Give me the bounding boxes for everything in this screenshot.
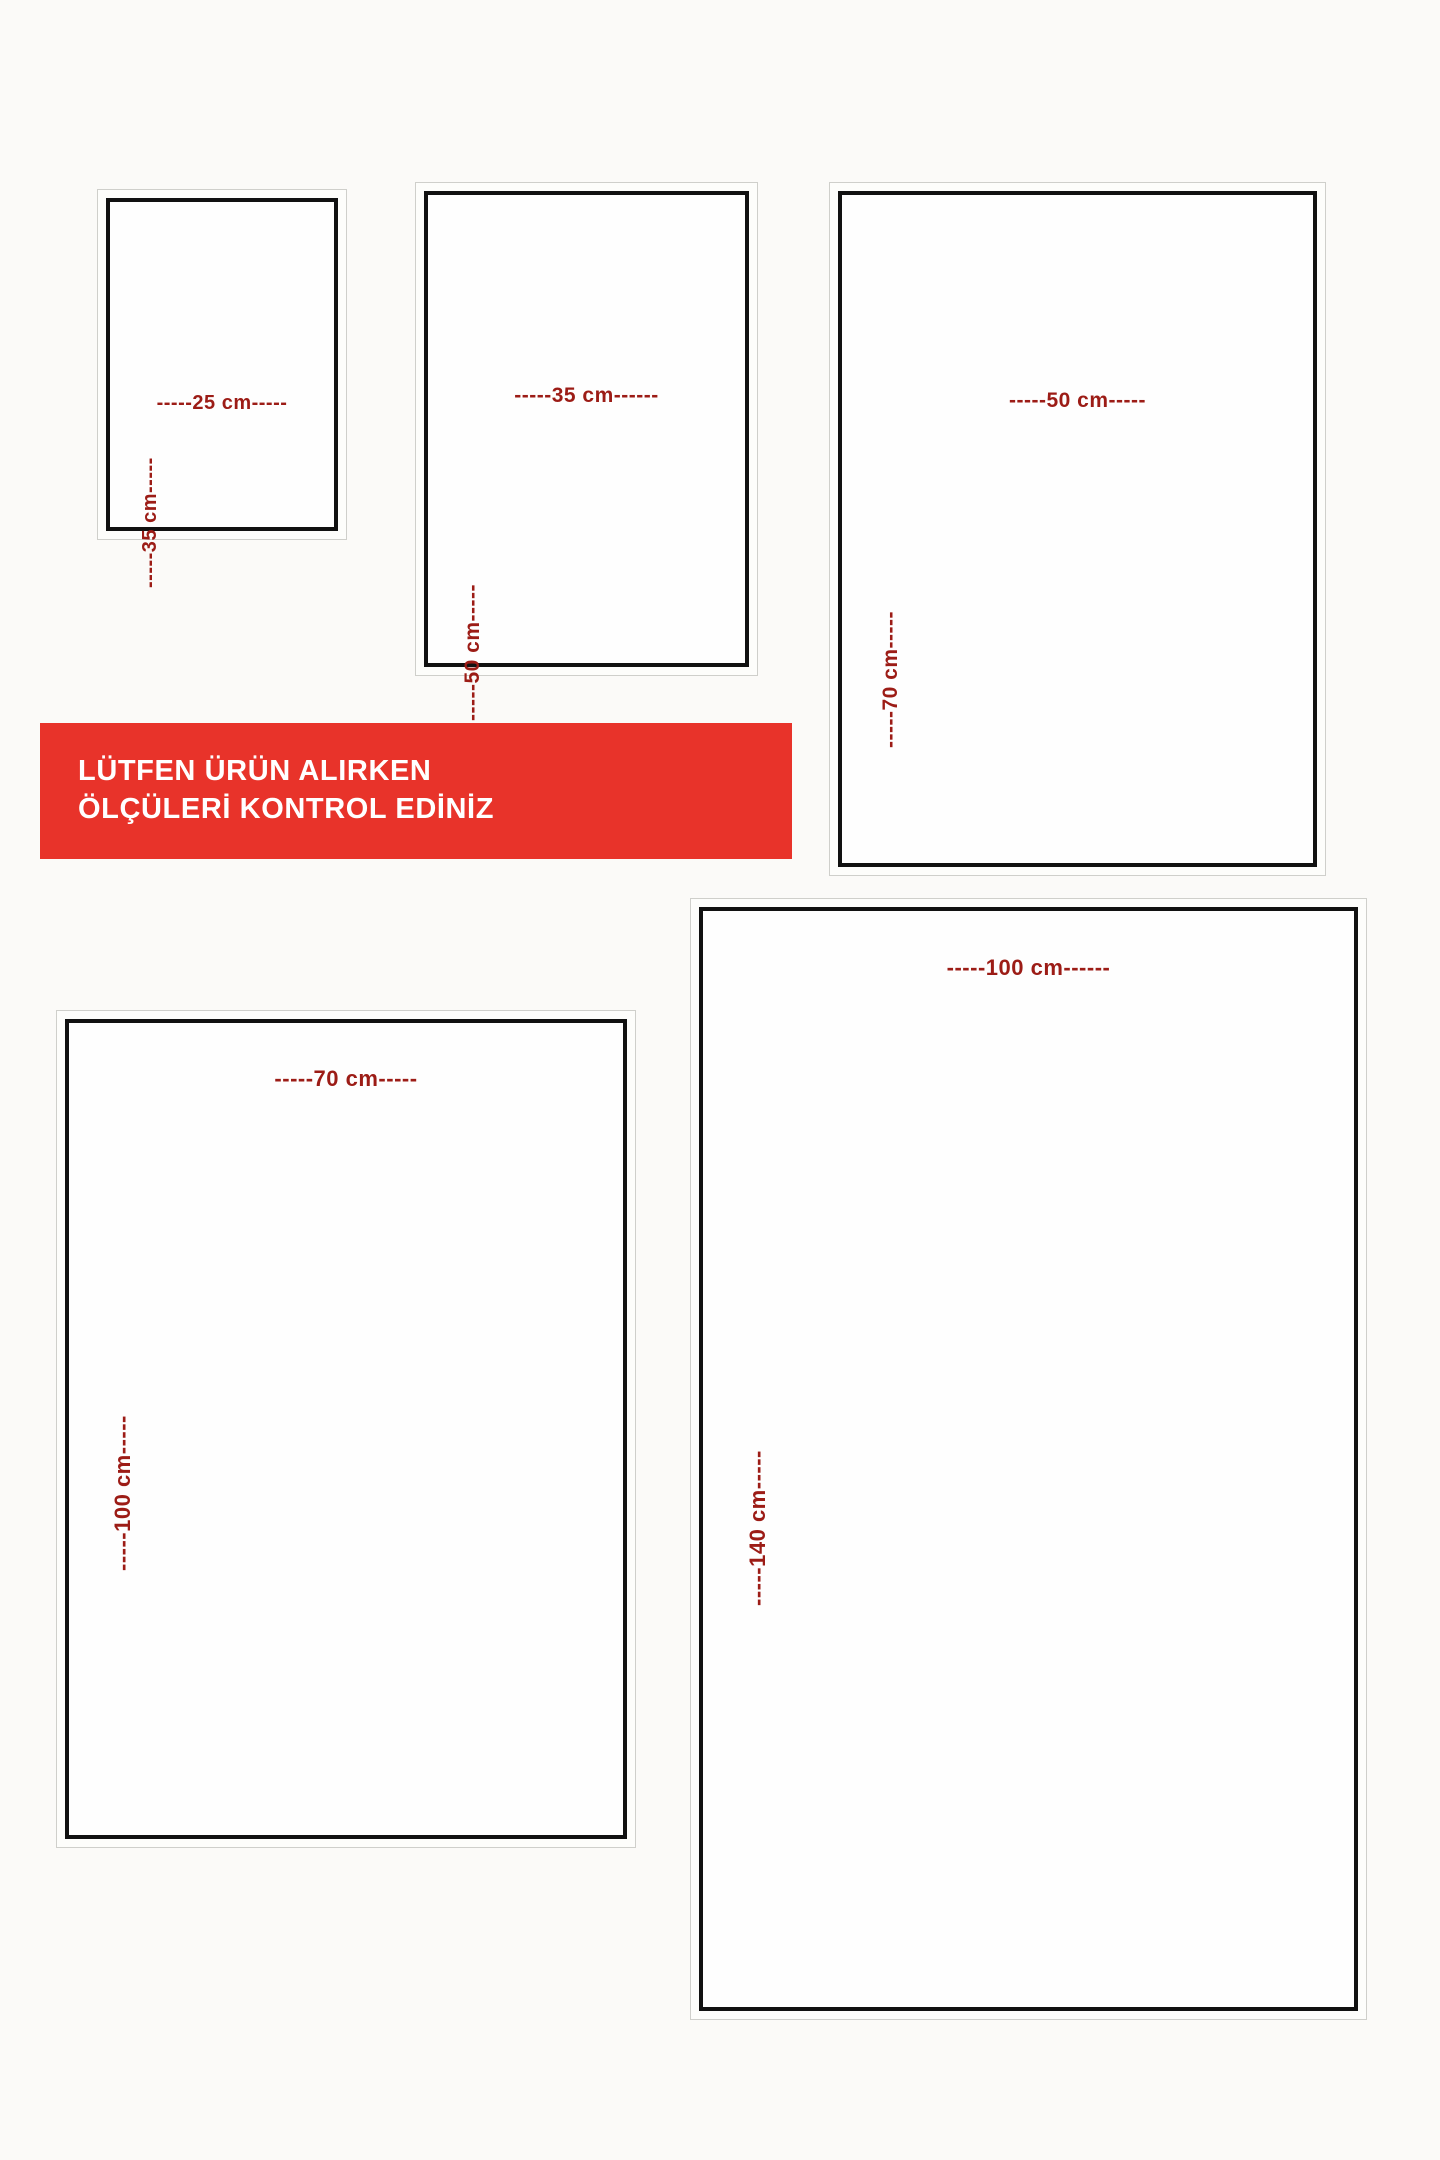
frame-100x140-inner [699, 907, 1358, 2011]
frame-100x140 [690, 898, 1367, 2020]
frame-70x100-height-label: -----100 cm----- [110, 1415, 135, 1571]
frame-25x35-height-label: -----35 cm----- [139, 457, 161, 588]
frame-50x70 [829, 182, 1326, 876]
frame-35x50 [415, 182, 758, 721]
frame-70x100 [56, 1010, 636, 1848]
frame-50x70-inner [838, 191, 1317, 867]
frame-100x140-width-label: -----100 cm------ [946, 955, 1111, 980]
frame-70x100-width-label: -----70 cm----- [274, 1066, 418, 1091]
frame-25x35 [97, 189, 347, 588]
frame-50x70-height-label: -----70 cm----- [879, 611, 902, 748]
frame-35x50-height-label: -----50 cm----- [461, 584, 484, 721]
warning-banner-line-1: LÜTFEN ÜRÜN ALIRKEN [78, 755, 432, 788]
frame-25x35-width-label: -----25 cm----- [156, 392, 288, 414]
frame-35x50-width-label: -----35 cm------ [514, 384, 659, 407]
frame-50x70-width-label: -----50 cm----- [1009, 389, 1146, 412]
frame-100x140-height-label: -----140 cm----- [745, 1450, 770, 1606]
frame-70x100-inner [65, 1019, 627, 1839]
warning-banner-line-2: ÖLÇÜLERİ KONTROL EDİNİZ [78, 793, 495, 825]
warning-banner [40, 723, 792, 859]
